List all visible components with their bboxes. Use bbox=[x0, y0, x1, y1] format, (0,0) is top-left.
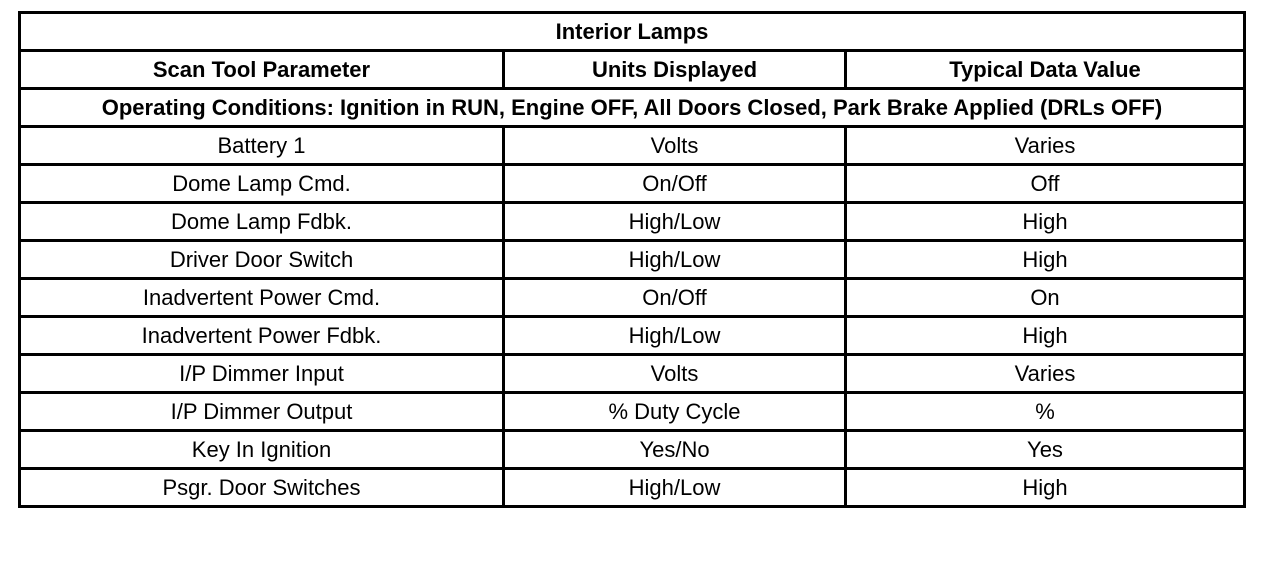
units-cell: High/Low bbox=[504, 469, 846, 507]
column-header-typical-value: Typical Data Value bbox=[846, 51, 1245, 89]
table-row bbox=[20, 431, 1245, 469]
typical-value-cell: High bbox=[846, 317, 1245, 355]
parameter-cell: Dome Lamp Fdbk. bbox=[20, 203, 504, 241]
typical-value-cell: On bbox=[846, 279, 1245, 317]
table-row bbox=[20, 317, 1245, 355]
units-cell: On/Off bbox=[504, 279, 846, 317]
parameter-cell: Battery 1 bbox=[20, 127, 504, 165]
typical-value-cell: Varies bbox=[846, 127, 1245, 165]
units-cell: Volts bbox=[504, 127, 846, 165]
table-row bbox=[20, 279, 1245, 317]
parameter-cell: Inadvertent Power Cmd. bbox=[20, 279, 504, 317]
typical-value-cell: Off bbox=[846, 165, 1245, 203]
table-header-row bbox=[20, 51, 1245, 89]
units-cell: Yes/No bbox=[504, 431, 846, 469]
typical-value-cell: High bbox=[846, 469, 1245, 507]
typical-value-cell: High bbox=[846, 203, 1245, 241]
table-row bbox=[20, 469, 1245, 507]
units-cell: % Duty Cycle bbox=[504, 393, 846, 431]
table-row bbox=[20, 127, 1245, 165]
table-row bbox=[20, 241, 1245, 279]
typical-value-cell: Yes bbox=[846, 431, 1245, 469]
units-cell: Volts bbox=[504, 355, 846, 393]
operating-conditions: Operating Conditions: Ignition in RUN, Engine OFF, All Doors Closed, Park Brake Applied (DRLs OFF) bbox=[20, 89, 1245, 127]
table-row bbox=[20, 165, 1245, 203]
table-row bbox=[20, 355, 1245, 393]
typical-value-cell: % bbox=[846, 393, 1245, 431]
typical-value-cell: Varies bbox=[846, 355, 1245, 393]
interior-lamps-table bbox=[18, 11, 1246, 508]
column-header-units: Units Displayed bbox=[504, 51, 846, 89]
parameter-cell: I/P Dimmer Input bbox=[20, 355, 504, 393]
units-cell: High/Low bbox=[504, 241, 846, 279]
parameter-cell: Psgr. Door Switches bbox=[20, 469, 504, 507]
table-row bbox=[20, 203, 1245, 241]
units-cell: On/Off bbox=[504, 165, 846, 203]
parameter-cell: Inadvertent Power Fdbk. bbox=[20, 317, 504, 355]
typical-value-cell: High bbox=[846, 241, 1245, 279]
table-title-row bbox=[20, 13, 1245, 51]
table-row bbox=[20, 393, 1245, 431]
parameter-cell: Driver Door Switch bbox=[20, 241, 504, 279]
parameter-cell: Key In Ignition bbox=[20, 431, 504, 469]
operating-conditions-row bbox=[20, 89, 1245, 127]
units-cell: High/Low bbox=[504, 203, 846, 241]
column-header-parameter: Scan Tool Parameter bbox=[20, 51, 504, 89]
table-title: Interior Lamps bbox=[20, 13, 1245, 51]
parameter-cell: I/P Dimmer Output bbox=[20, 393, 504, 431]
units-cell: High/Low bbox=[504, 317, 846, 355]
parameter-cell: Dome Lamp Cmd. bbox=[20, 165, 504, 203]
